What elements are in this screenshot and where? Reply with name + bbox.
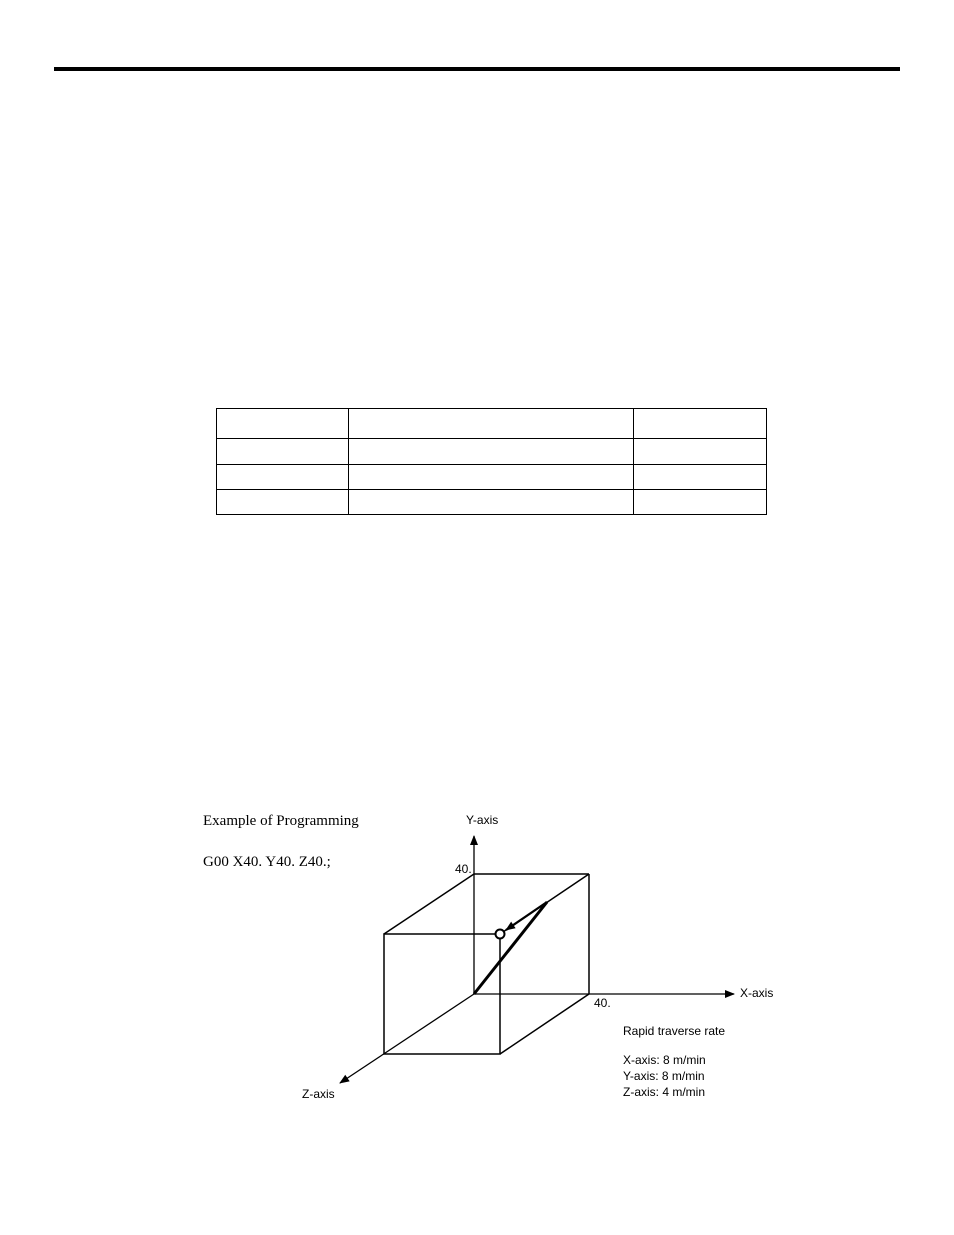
program-line: G00 X40. Y40. Z40.; <box>203 854 331 870</box>
x-value-label: 40. <box>594 996 611 1010</box>
table-cell <box>349 439 634 464</box>
table-row <box>217 409 767 439</box>
table-cell <box>217 464 349 489</box>
table-row <box>217 464 767 489</box>
y-axis-label: Y-axis <box>466 813 499 827</box>
table-cell <box>217 439 349 464</box>
table-row <box>217 439 767 464</box>
parameter-table <box>216 408 767 515</box>
table-cell <box>634 439 767 464</box>
rate-z: Z-axis: 4 m/min <box>623 1085 706 1099</box>
table-cell <box>217 409 349 439</box>
positioning-figure <box>196 800 786 1115</box>
table-cell <box>349 489 634 514</box>
table-cell <box>634 464 767 489</box>
table-row <box>217 489 767 514</box>
rate-x: X-axis: 8 m/min <box>623 1053 706 1067</box>
y-value-label: 40. <box>455 862 472 876</box>
axes-diagram <box>196 800 786 1115</box>
z-axis-line <box>340 994 474 1083</box>
box-edge <box>384 874 474 934</box>
end-point-marker <box>496 930 505 939</box>
table-cell <box>217 489 349 514</box>
x-axis-label: X-axis <box>740 986 774 1000</box>
z-axis-label: Z-axis <box>302 1087 335 1101</box>
box-edge <box>500 994 589 1054</box>
tool-path-line <box>474 902 547 994</box>
rate-y: Y-axis: 8 m/min <box>623 1069 705 1083</box>
table-cell <box>349 409 634 439</box>
example-title: Example of Programming <box>203 813 359 829</box>
table-cell <box>634 489 767 514</box>
rate-heading: Rapid traverse rate <box>623 1024 726 1038</box>
header-rule <box>54 67 900 71</box>
table-cell <box>634 409 767 439</box>
table-cell <box>349 464 634 489</box>
